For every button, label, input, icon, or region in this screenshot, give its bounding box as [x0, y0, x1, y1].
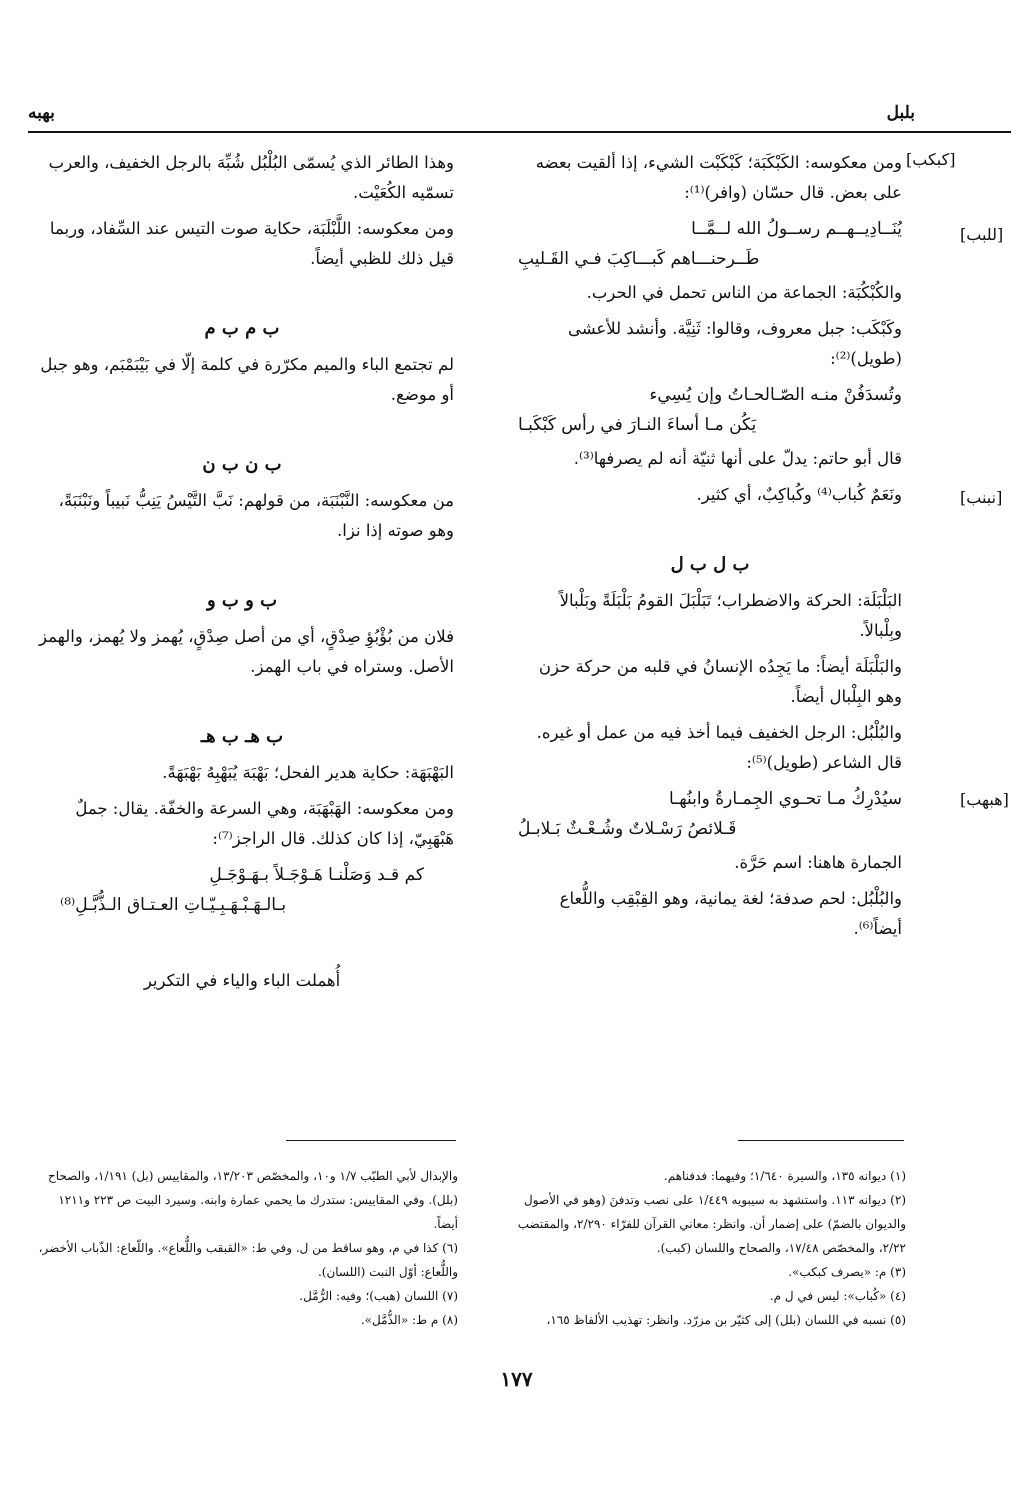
- root-heading: ب ن ب ن: [202, 454, 282, 475]
- footnote: (٦) كذا في م، وهو ساقط من ل. وفي ط: «القبقب واللُّعاع». واللّعاع: الذّباب الأخضر، واللُّعاع: أوّل النبت (اللسان).: [38, 1241, 458, 1279]
- running-header-right: بلبل: [886, 103, 915, 123]
- paragraph: قال أبو حاتم: يدلّ على أنها ثنيّة أنه لم يصرفها⁽³⁾.: [573, 449, 902, 468]
- footnote: (٥) نسبه في اللسان (بلل) إلى كثيّر بن مزرّد. وانظر: تهذيب الألفاظ ١٦٥،: [546, 1313, 906, 1327]
- verse: [518, 784, 902, 844]
- verse-hemistich: يُنَــادِيــهــم رســولُ الله لــمَّــا: [691, 219, 902, 239]
- paragraph: والبُلْبُل: لحم صدفة؛ لغة يمانية، وهو القِبْقِب واللُّعاع أيضاً⁽⁶⁾.: [559, 889, 902, 938]
- verse-hemistich: طَــرحنـــاهم كَبـــاكِبَ فـي القَـليبِ: [518, 249, 760, 269]
- margin-tag-lablab: [للبب]: [960, 225, 1004, 244]
- paragraph: البَلْبَلَة: الحركة والاضطراب؛ تَبَلْبَلَ القومُ بَلْبَلَةً وبَلْبالاً وبِلْبالاً.: [559, 591, 902, 640]
- paragraph: والبَلْبَلَة أيضاً: ما يَجِدُه الإنسانُ في قلبه من حركة حزن وهو البِلْبال أيضاً.: [538, 657, 902, 706]
- margin-tag-kabkab: [كبكب]: [906, 150, 956, 169]
- margin-tag-nabnab: [نبنب]: [960, 488, 1003, 507]
- paragraph: وكَبْكَب: جبل معروف، وقالوا: ثَنِيَّة. وأنشد للأعشى (طويل)⁽²⁾:: [567, 319, 902, 368]
- verse: [518, 214, 902, 274]
- root-heading: ب و ب و: [206, 590, 278, 611]
- running-header-left: بهبه: [28, 103, 55, 123]
- left-column: [30, 148, 454, 1002]
- footnote: (٤) «كُباب»: ليس في ل م.: [769, 1289, 906, 1303]
- section-note: أُهملت الباء والياء في التكرير: [143, 971, 341, 990]
- paragraph: ومن معكوسه: اللَّبْلَبَة، حكاية صوت التيس عند السِّفاد، وربما قيل ذلك للظبي أيضاً.: [49, 219, 454, 268]
- verse-hemistich: كم قـد وَصَلْنـا هَـوْجَـلاً بـهَـوْجَـلِ: [209, 865, 424, 885]
- margin-tag-habhab: [هبهب]: [960, 790, 1009, 809]
- page-number: ١٧٧: [500, 1367, 533, 1391]
- footnote-rule-right: [738, 1140, 904, 1141]
- paragraph: البَهْبَهَة: حكاية هدير الفحل؛ بَهْبَهَ يُبَهْبِهُ بَهْبَهَةً.: [162, 763, 454, 782]
- verse: [518, 380, 902, 440]
- root-heading: ب هـ ب هـ: [200, 726, 284, 747]
- verse-hemistich: قَـلائصُ رَسْـلاتٌ وشُـعْـثٌ بَـلابـلُ: [518, 819, 737, 839]
- paragraph: ومن معكوسه: الكَبْكَبَة؛ كَبْكَبْت الشيء، إذا ألقيت بعضه على بعض. قال حسّان (وافر)⁽¹⁾:: [535, 153, 902, 202]
- root-heading: ب م ب م: [204, 318, 280, 339]
- verse-hemistich: سيُدْرِكُ مـا تحـوي الجِمـارةُ وابنُهـا: [669, 789, 902, 809]
- footnote: (٢) ديوانه ١١٣. واستشهد به سيبويه ١/٤٤٩ على نصب وتدفنَ (وهو في الأصول والديوان بالضمّ) على إضمار أن. وانظر: معاني القرآن للفرّاء ٢/٢٩٠، والمقتضب ٢/٢٢، والمخصّص ١٧/٤٨، والصحاح واللسان (كبب).: [517, 1193, 906, 1255]
- footnote: (٣) م: «يصرف كبكب».: [788, 1265, 906, 1279]
- verse-hemistich: بـالـهَـبْـهَـبِـيّـاتِ العـتـاق الـذُّبَّـلِ⁽⁸⁾: [60, 895, 287, 915]
- verse-hemistich: يَكُن مـا أساءَ النـارَ في رأس كَبْكَبـا: [518, 415, 757, 435]
- right-column: [518, 148, 902, 950]
- root-heading: ب ل ب ل: [670, 554, 750, 575]
- paragraph: والكُبْكُبَة: الجماعة من الناس تحمل في الحرب.: [586, 283, 902, 302]
- footnote: (٨) م ط: «الذُّمَّل».: [360, 1313, 458, 1327]
- verse: [30, 860, 454, 920]
- footnotes-right: [514, 1164, 906, 1332]
- header-rule: [28, 131, 1011, 133]
- paragraph: والبُلْبُل: الرجل الخفيف فيما أخذ فيه من عمل أو غيره. قال الشاعر (طويل)⁽⁵⁾:: [536, 723, 902, 772]
- footnote: (١) ديوانه ١٣٥، والسيرة ١/٦٤٠؛ وفيهما: فدفناهم.: [663, 1169, 906, 1183]
- verse-hemistich: وتُسدَفُنْ منـه الصّـالحـاتُ وإن يُسِيء: [649, 385, 902, 405]
- footnotes-left: [30, 1164, 458, 1332]
- paragraph: ونَعَمٌ كُباب⁽⁴⁾ وكُباكِبٌ، أي كثير.: [696, 485, 902, 504]
- footnote-rule-left: [286, 1140, 456, 1141]
- paragraph: ومن معكوسه: الهَبْهَبَة، وهي السرعة والخفّة. يقال: جملٌ هَبْهَبِيّ، إذا كان كذلك. قال الراجز⁽⁷⁾:: [75, 799, 454, 848]
- footnote: والإبدال لأبي الطيّب ١/٧ و١٠، والمخصّص ١٣/٢٠٣، والمقاييس (بل) ١/١٩١، والصحاح (بلل). وفي المقاييس: ستدرك ما يحمي عمارة وابنه. وسيرد البيت ص ٢٢٣ و١٢١١ أيضاً.: [47, 1169, 458, 1231]
- paragraph: لم تجتمع الباء والميم مكرّرة في كلمة إلّا في بَيْبَمْبَم، وهو جبل أو موضع.: [40, 355, 454, 404]
- paragraph: الجمارة هاهنا: اسم حَرَّة.: [734, 853, 902, 872]
- paragraph: من معكوسه: النَّبْنَبَة، من قولهم: نَبَّ التَّيْسُ يَنِبُّ نَبيباً ونَبْنَبَةً، وهو صوته إذا نزا.: [58, 491, 454, 540]
- paragraph: وهذا الطائر الذي يُسمّى البُلْبُل شُبِّهَ بالرجل الخفيف، والعرب تسمّيه الكُعَيْت.: [48, 153, 454, 202]
- paragraph: فلان من بُؤْبُؤِ صِدْقٍ، أي من أصل صِدْقٍ، يُهمز ولا يُهمز، والهمز الأصل. وستراه في باب الهمز.: [39, 627, 454, 676]
- footnote: (٧) اللسان (هبب)؛ وفيه: الرُّمَّل.: [299, 1289, 458, 1303]
